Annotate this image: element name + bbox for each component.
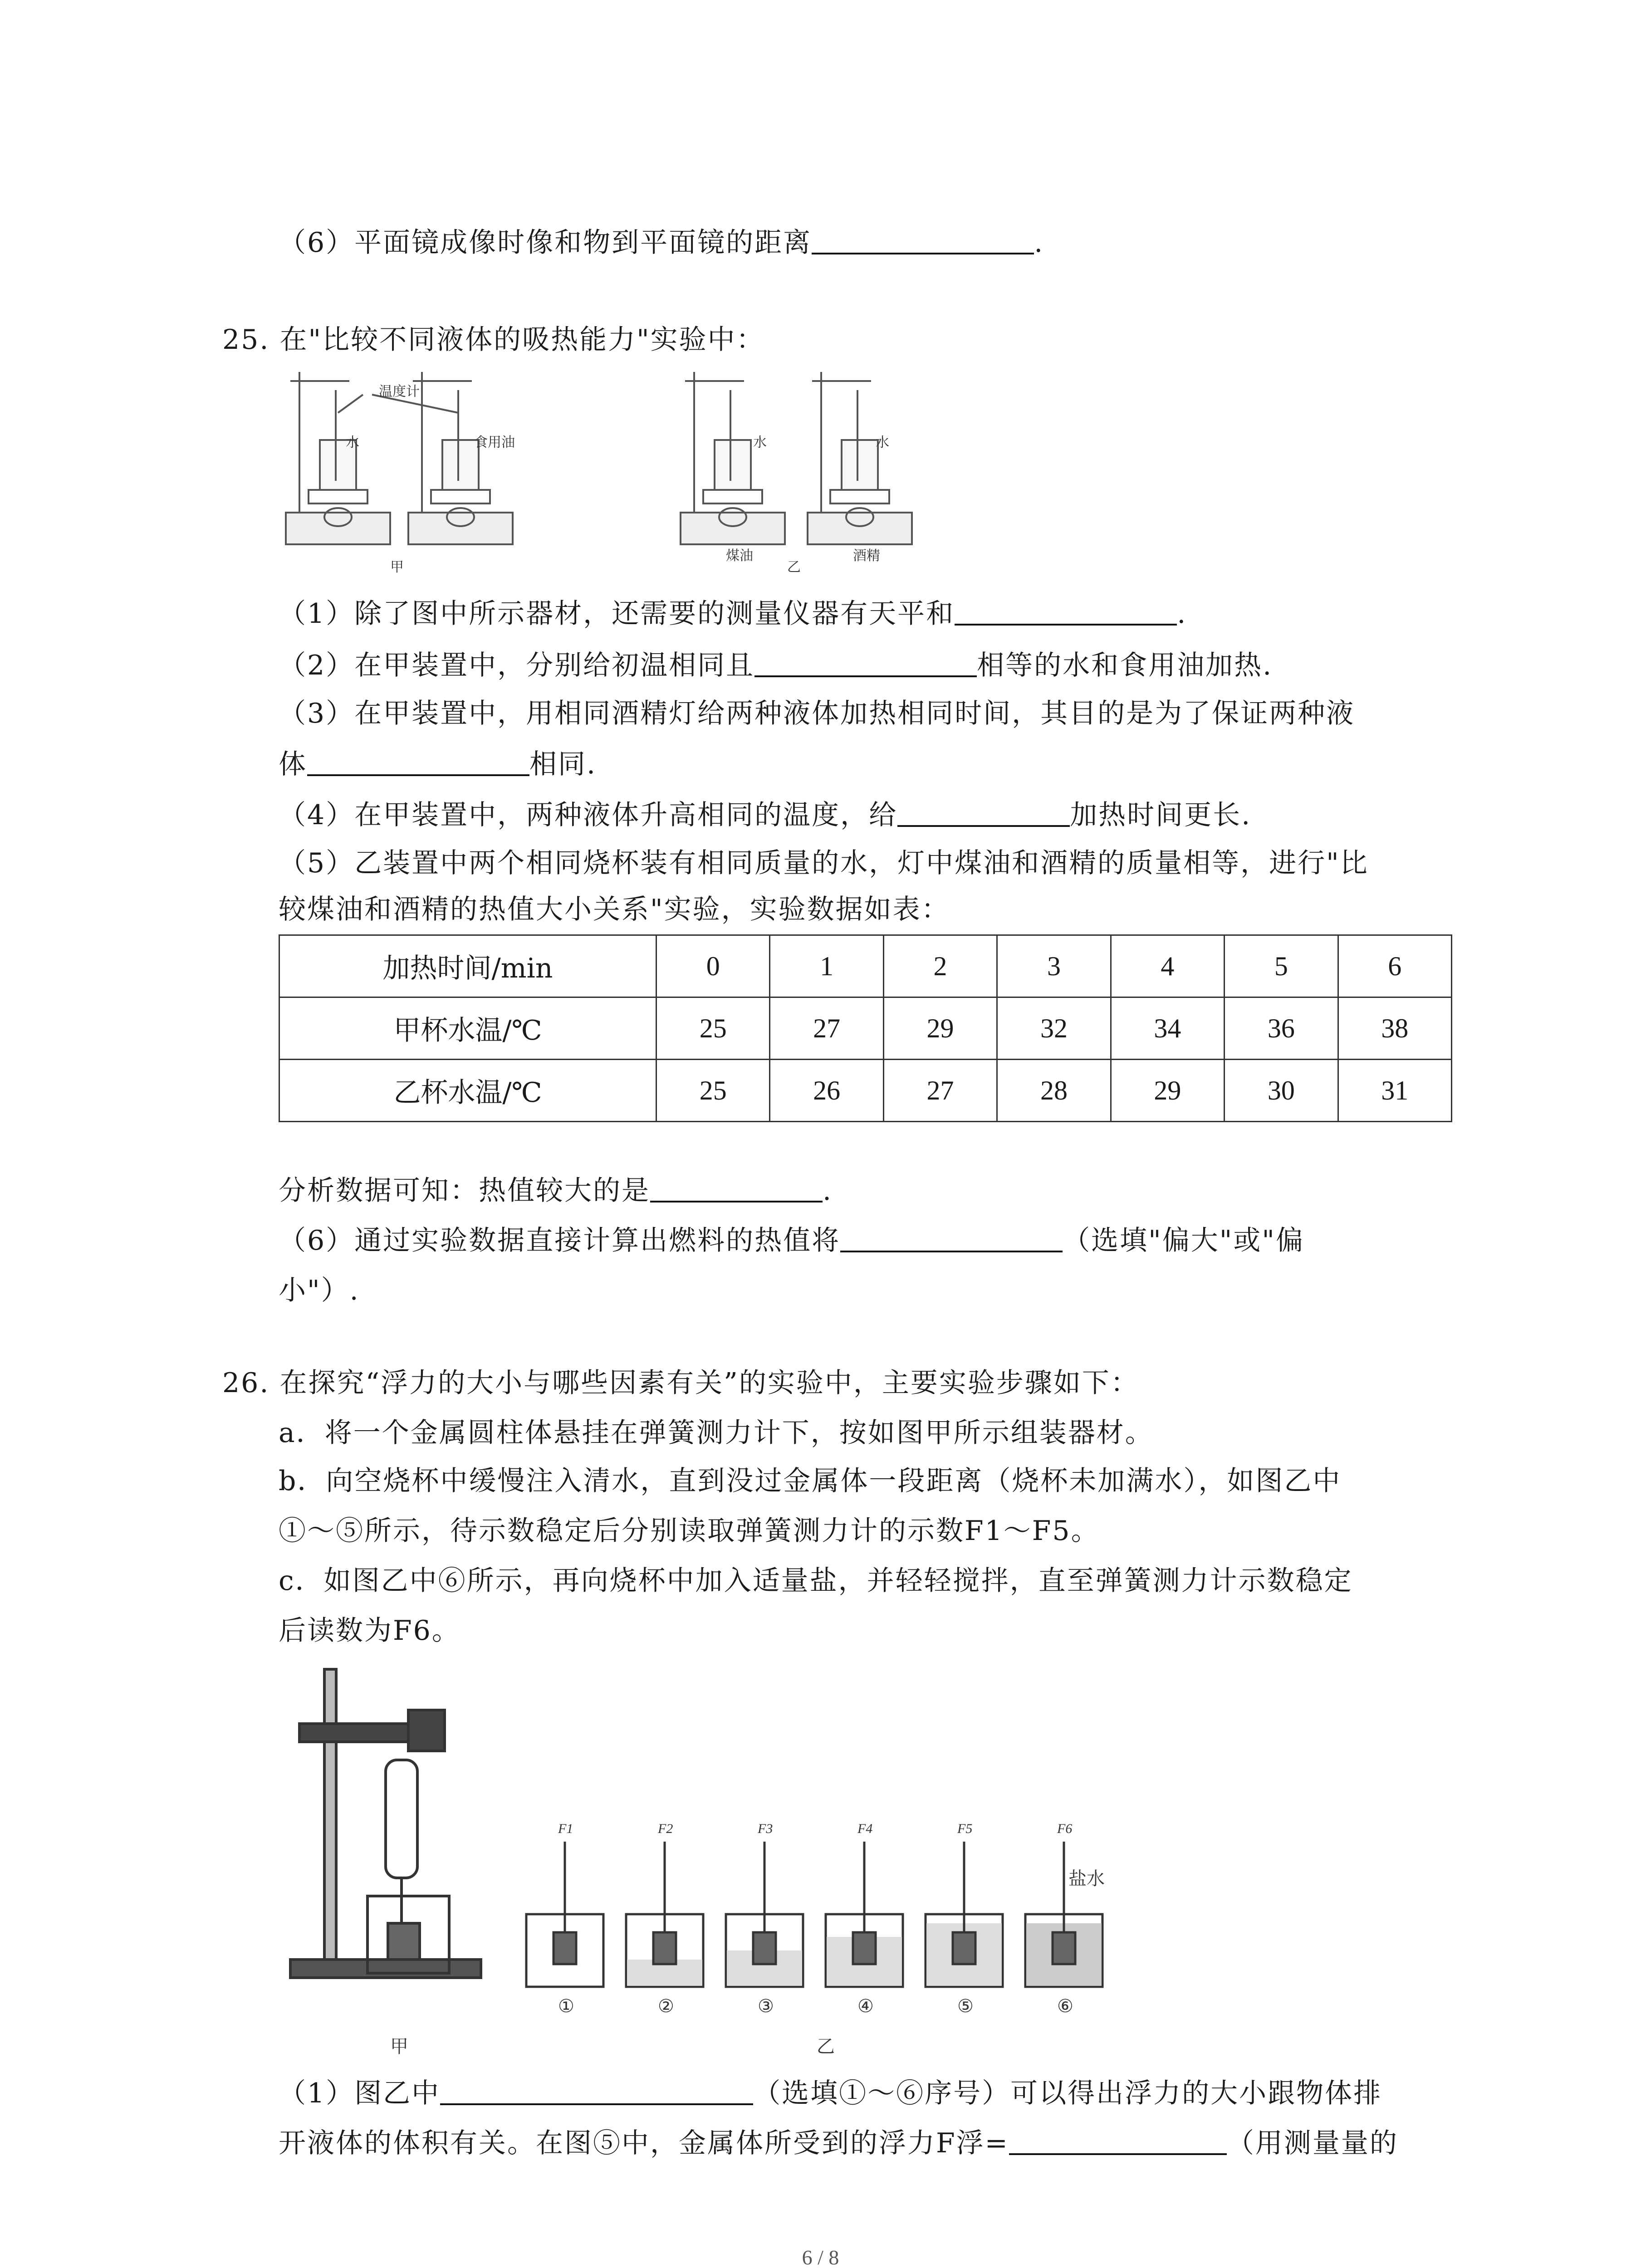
q25-analysis-end: .: [823, 1175, 833, 1207]
table-cell: 4: [1111, 935, 1224, 997]
answer-blank[interactable]: [440, 2076, 753, 2105]
table-cell: 31: [1338, 1060, 1451, 1122]
page-number: 6 / 8: [802, 2246, 839, 2268]
force-label-2: F2: [658, 1821, 673, 1836]
q26-step-b1: b．向空烧杯中缓慢注入清水，直到没过金属体一段距离（烧杯未加满水），如图乙中: [279, 1465, 1342, 1497]
fig-yi-label-2: 乙: [817, 2036, 835, 2057]
fig-yi-label: 乙: [787, 559, 801, 575]
q26-buoyancy-figure: [286, 1660, 1420, 2023]
q25-analysis-text: 分析数据可知：热值较大的是: [279, 1175, 650, 1207]
beaker-num-1: ①: [558, 1996, 574, 2017]
q24-item6-text: （6）平面镜成像时像和物到平面镜的距离: [279, 227, 812, 259]
table-cell: 5: [1225, 935, 1338, 997]
q26-step-a: a．将一个金属圆柱体悬挂在弹簧测力计下，按如图甲所示组装器材。: [279, 1417, 1154, 1449]
q26-step-c2: 后读数为F6。: [279, 1615, 460, 1647]
answer-blank[interactable]: [307, 747, 529, 776]
q25-item6: [279, 1220, 1304, 1261]
q26-item1-d: （用测量量的: [1226, 2127, 1398, 2159]
q26-item1-b: （选填①～⑥序号）可以得出浮力的大小跟物体排: [753, 2077, 1382, 2109]
table-cell: 27: [883, 1060, 997, 1122]
q25-apparatus-figure: [281, 363, 926, 581]
answer-blank[interactable]: [754, 648, 977, 677]
q25-item1: [279, 593, 1187, 634]
table-cell: 27: [770, 997, 883, 1060]
q24-item6: [279, 222, 1044, 263]
table-cell: 29: [1111, 1060, 1224, 1122]
force-label-3: F3: [758, 1821, 773, 1836]
q26-step-c1: c．如图乙中⑥所示，再向烧杯中加入适量盐，并轻轻搅拌，直至弹簧测力计示数稳定: [279, 1565, 1353, 1597]
q26-item1-text: （1）图乙中: [279, 2077, 441, 2109]
table-header-cell: 甲杯水温/℃: [279, 997, 656, 1060]
table-cell: 32: [997, 997, 1111, 1060]
table-row: [279, 935, 1452, 997]
q25-item6-end: （选填"偏大"或"偏: [1063, 1225, 1304, 1256]
q26-item1-cont: [279, 2123, 1398, 2164]
beaker-num-4: ④: [857, 1996, 874, 2017]
answer-blank[interactable]: [897, 798, 1070, 827]
answer-blank[interactable]: [650, 1173, 823, 1202]
q25-item3-cont: [279, 744, 597, 785]
fig-jia-label: 甲: [390, 559, 404, 575]
table-cell: 3: [997, 935, 1111, 997]
q25-title: 25. 在"比较不同液体的吸热能力"实验中：: [222, 324, 765, 356]
beaker-num-3: ③: [758, 1996, 774, 2017]
answer-blank[interactable]: [955, 596, 1177, 626]
beaker-num-2: ②: [658, 1996, 674, 2017]
q26-step-b2: ①～⑤所示，待示数稳定后分别读取弹簧测力计的示数F1～F5。: [279, 1515, 1100, 1547]
table-cell: 25: [656, 997, 770, 1060]
q25-analysis: [279, 1170, 833, 1211]
q25-item1-end: .: [1177, 598, 1187, 630]
q25-item5: （5）乙装置中两个相同烧杯装有相同质量的水，灯中煤油和酒精的质量相等，进行"比: [279, 847, 1369, 879]
table-cell: 25: [656, 1060, 770, 1122]
table-cell: 36: [1225, 997, 1338, 1060]
q26-item1-c: 开液体的体积有关。在图⑤中，金属体所受到的浮力F浮=: [279, 2127, 1009, 2159]
answer-blank[interactable]: [840, 1223, 1063, 1252]
q25-item2-text: （2）在甲装置中，分别给初温相同且: [279, 650, 755, 681]
table-header-cell: 加热时间/min: [279, 935, 656, 997]
answer-blank[interactable]: [1009, 2126, 1227, 2155]
q25-item4-text: （4）在甲装置中，两种液体升高相同的温度，给: [279, 799, 898, 831]
table-cell: 2: [883, 935, 997, 997]
water-label-1: 水: [346, 435, 359, 450]
table-cell: 38: [1338, 997, 1451, 1060]
beaker-num-5: ⑤: [957, 1996, 974, 2017]
table-cell: 1: [770, 935, 883, 997]
q25-item6-cont: 小"）.: [279, 1275, 360, 1306]
q25-item2-end: 相等的水和食用油加热.: [977, 650, 1273, 681]
force-label-5: F5: [957, 1821, 973, 1836]
q25-item6-text: （6）通过实验数据直接计算出燃料的热值将: [279, 1225, 841, 1256]
answer-blank[interactable]: [812, 225, 1034, 254]
q25-item2: [279, 645, 1273, 686]
q25-item3-b: 体: [279, 748, 307, 780]
q26-item1: [279, 2073, 1382, 2114]
q25-item5-cont: 较煤油和酒精的热值大小关系"实验，实验数据如表：: [279, 894, 950, 925]
q25-item4-end: 加热时间更长.: [1070, 799, 1252, 831]
table-cell: 30: [1225, 1060, 1338, 1122]
table-row: [279, 1060, 1452, 1122]
q25-item3: （3）在甲装置中，用相同酒精灯给两种液体加热相同时间，其目的是为了保证两种液: [279, 698, 1355, 729]
alcohol-label: 酒精: [853, 548, 880, 564]
force-label-6: F6: [1057, 1821, 1073, 1836]
table-row: [279, 997, 1452, 1060]
table-cell: 6: [1338, 935, 1451, 997]
table-cell: 26: [770, 1060, 883, 1122]
fig-jia-label-2: 甲: [390, 2036, 408, 2057]
q24-item6-end: .: [1034, 227, 1044, 259]
table-header-cell: 乙杯水温/℃: [279, 1060, 656, 1122]
table-cell: 28: [997, 1060, 1111, 1122]
beaker-num-6: ⑥: [1057, 1996, 1073, 2017]
salt-water-label: 盐水: [1068, 1868, 1105, 1889]
water-label-3: 水: [876, 435, 889, 450]
table-cell: 0: [656, 935, 770, 997]
thermometer-label: 温度计: [379, 384, 420, 400]
table-cell: 29: [883, 997, 997, 1060]
table-cell: 34: [1111, 997, 1224, 1060]
heating-data-table: [279, 934, 1452, 1122]
q26-title: 26. 在探究“浮力的大小与哪些因素有关”的实验中，主要实验步骤如下：: [222, 1367, 1139, 1399]
force-label-4: F4: [857, 1821, 873, 1836]
q25-item1-text: （1）除了图中所示器材，还需要的测量仪器有天平和: [279, 598, 955, 630]
kerosene-label: 煤油: [726, 548, 753, 564]
force-label-1: F1: [558, 1821, 573, 1836]
q25-item4: [279, 795, 1251, 836]
water-label-2: 水: [753, 435, 767, 450]
oil-label: 食用油: [474, 435, 515, 450]
q25-item3-c: 相同.: [529, 748, 597, 780]
